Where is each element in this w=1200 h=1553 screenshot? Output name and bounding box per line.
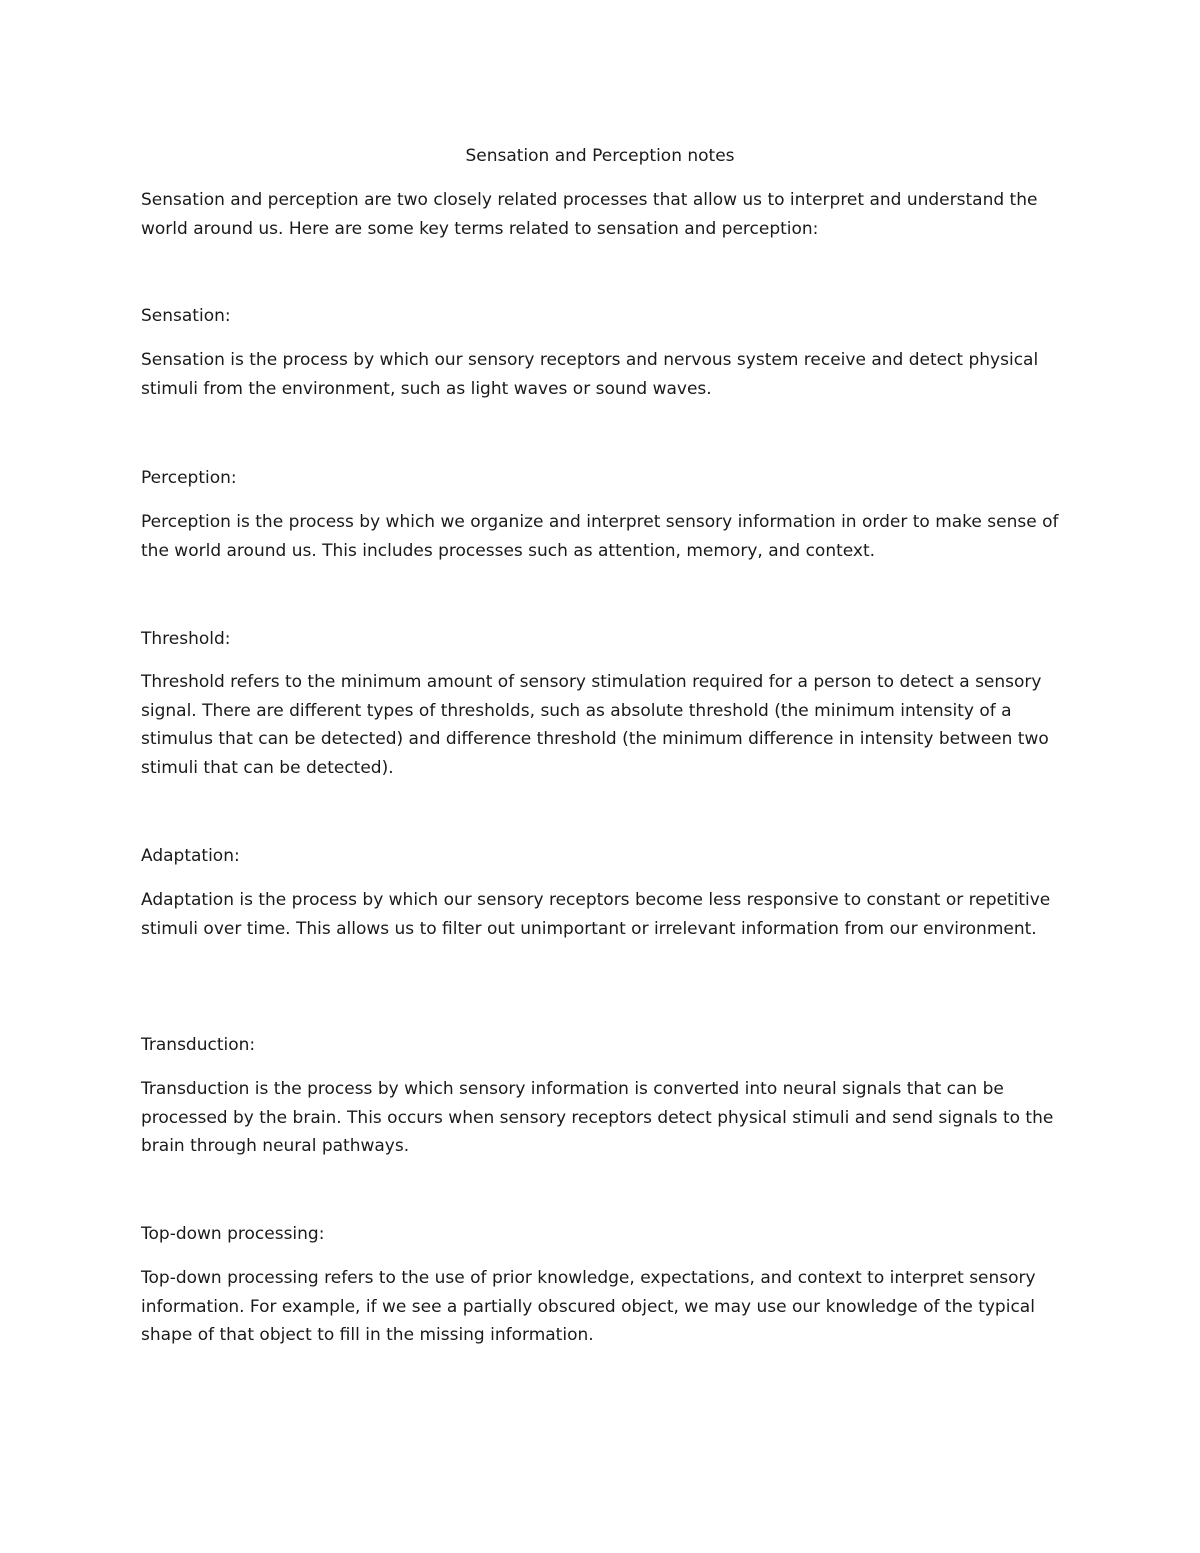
term-body-sensation: Sensation is the process by which our sensory receptors and nervous system receive and detect physical stimuli from the environment, such as light waves or sound waves. — [141, 350, 1039, 399]
term-heading-transduction: Transduction: — [141, 1035, 256, 1055]
intro-paragraph: Sensation and perception are two closely related processes that allow us to interpret and understand the world around us. Here are some key terms related to sensation and perception: — [141, 190, 1038, 239]
term-heading-perception: Perception: — [141, 468, 237, 488]
term-heading-threshold: Threshold: — [141, 629, 231, 649]
term-heading-adaptation: Adaptation: — [141, 846, 240, 866]
term-body-adaptation: Adaptation is the process by which our sensory receptors become less responsive to constant or repetitive stimuli over time. This allows us to filter out unimportant or irrelevant information from our environment. — [141, 890, 1051, 939]
term-body-top-down-processing: Top-down processing refers to the use of prior knowledge, expectations, and context to interpret sensory information. For example, if we see a partially obscured object, we may use our knowledge of the typical shape of that object to fill in the missing information. — [141, 1268, 1036, 1345]
term-body-threshold: Threshold refers to the minimum amount of sensory stimulation required for a person to detect a sensory signal. There are different types of thresholds, such as absolute threshold (the minimum intensity of a stimulus that can be detected) and difference threshold (the minimum difference in intensity between two stimuli that can be detected). — [141, 672, 1049, 778]
document-title: Sensation and Perception notes — [465, 146, 735, 166]
term-body-transduction: Transduction is the process by which sensory information is converted into neural signals that can be processed by the brain. This occurs when sensory receptors detect physical stimuli and send signals to the brain through neural pathways. — [141, 1079, 1054, 1156]
term-heading-sensation: Sensation: — [141, 306, 231, 326]
term-body-perception: Perception is the process by which we organize and interpret sensory information in order to make sense of the world around us. This includes processes such as attention, memory, and context. — [141, 512, 1059, 561]
term-heading-top-down-processing: Top-down processing: — [141, 1224, 325, 1244]
